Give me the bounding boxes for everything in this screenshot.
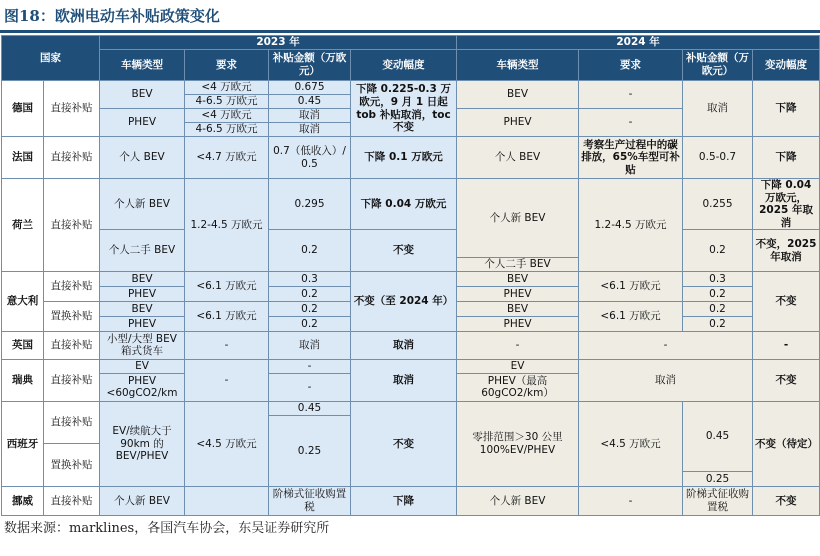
requirement-cell: <6.1 万欧元 — [185, 271, 269, 301]
requirement-cell: 1.2-4.5 万欧元 — [185, 179, 269, 272]
table-row — [2, 486, 820, 515]
requirement-cell: <4 万欧元 — [185, 109, 269, 123]
header-change-2023: 变动幅度 — [351, 50, 457, 81]
change-cell: 下降 — [351, 486, 457, 515]
table-row — [2, 331, 820, 359]
subsidy-amount-cell: 0.25 — [683, 471, 753, 486]
subsidy-amount-cell: 阶梯式征收购置税 — [683, 486, 753, 515]
vehicle-type-cell: PHEV — [457, 316, 579, 331]
vehicle-type-cell: 零排范围＞30 公里 100%EV/PHEV — [457, 401, 579, 486]
change-cell: 不变（至 2024 年） — [351, 271, 457, 331]
requirement-cell: <6.1 万欧元 — [579, 301, 683, 331]
header-row-years — [2, 36, 820, 50]
table-row — [2, 271, 820, 286]
vehicle-type-cell: EV — [100, 359, 185, 373]
subsidy-amount-cell: 0.2 — [683, 301, 753, 316]
vehicle-type-cell: BEV — [100, 301, 185, 316]
requirement-cell: <4.5 万欧元 — [185, 401, 269, 486]
table-row — [2, 230, 820, 258]
header-subsidy-2023: 补贴金额（万欧元） — [269, 50, 351, 81]
country-cell: 瑞典 — [2, 359, 44, 401]
vehicle-type-cell: PHEV <60gCO2/km — [100, 373, 185, 401]
requirement-cell — [185, 486, 269, 515]
subsidy-amount-cell: 取消 — [683, 81, 753, 137]
subsidy-policy-table — [1, 35, 820, 516]
requirement-cell: 考察生产过程中的碳排放，65%车型可补贴 — [579, 137, 683, 179]
subsidy-amount-cell: 0.2 — [683, 286, 753, 301]
table-row — [2, 401, 820, 415]
requirement-cell: - — [185, 331, 269, 359]
subsidy-amount-cell: 取消 — [269, 331, 351, 359]
change-cell: 不变（待定） — [753, 401, 820, 486]
vehicle-type-cell: PHEV — [100, 109, 185, 137]
table-row — [2, 137, 820, 179]
header-year-2024: 2024 年 — [457, 36, 820, 50]
figure-title: 图18：欧洲电动车补贴政策变化 — [4, 7, 220, 25]
subsidy-amount-cell: - — [269, 373, 351, 401]
change-cell: 不变 — [753, 271, 820, 331]
requirement-cell: <4.5 万欧元 — [579, 401, 683, 486]
subsidy-amount-cell: 0.45 — [269, 95, 351, 109]
country-cell: 西班牙 — [2, 401, 44, 486]
header-change-2024: 变动幅度 — [753, 50, 820, 81]
vehicle-type-cell: BEV — [100, 81, 185, 109]
change-cell: 不变 — [351, 401, 457, 486]
subsidy-amount-cell: 0.3 — [683, 271, 753, 286]
requirement-cell: 4-6.5 万欧元 — [185, 123, 269, 137]
subsidy-amount-cell: 取消 — [579, 359, 753, 401]
subsidy-type-cell: 直接补贴 — [44, 81, 100, 137]
header-row-columns — [2, 50, 820, 65]
subsidy-type-cell: 置换补贴 — [44, 443, 100, 486]
subsidy-amount-cell: 0.2 — [269, 301, 351, 316]
vehicle-type-cell: PHEV — [457, 109, 579, 137]
change-cell: 取消 — [351, 359, 457, 401]
vehicle-type-cell: 个人新 BEV — [100, 179, 185, 230]
table-row — [2, 179, 820, 230]
subsidy-type-cell: 直接补贴 — [44, 486, 100, 515]
header-requirement-2024: 要求 — [579, 50, 683, 81]
change-cell: 取消 — [351, 331, 457, 359]
country-cell: 德国 — [2, 81, 44, 137]
subsidy-amount-cell: 0.2 — [269, 230, 351, 272]
requirement-cell: - — [579, 331, 753, 359]
table-row — [2, 81, 820, 95]
requirement-cell: <4.7 万欧元 — [185, 137, 269, 179]
vehicle-type-cell: 个人 BEV — [457, 137, 579, 179]
requirement-cell: - — [579, 81, 683, 109]
subsidy-amount-cell: 0.255 — [683, 179, 753, 230]
header-year-2023: 2023 年 — [100, 36, 457, 50]
country-cell: 法国 — [2, 137, 44, 179]
subsidy-amount-cell: 0.3 — [269, 271, 351, 286]
vehicle-type-cell: EV/续航大于 90km 的 BEV/PHEV — [100, 401, 185, 486]
change-cell: - — [753, 331, 820, 359]
requirement-cell: - — [579, 109, 683, 137]
subsidy-amount-cell: 0.7（低收入）/ 0.5 — [269, 137, 351, 179]
subsidy-amount-cell: 0.675 — [269, 81, 351, 95]
subsidy-amount-cell: - — [269, 359, 351, 373]
country-cell: 挪威 — [2, 486, 44, 515]
subsidy-type-cell: 直接补贴 — [44, 271, 100, 301]
country-cell: 英国 — [2, 331, 44, 359]
subsidy-amount-cell: 阶梯式征收购置税 — [269, 486, 351, 515]
vehicle-type-cell: 个人二手 BEV — [100, 230, 185, 272]
subsidy-amount-cell: 0.45 — [683, 401, 753, 471]
subsidy-amount-cell: 取消 — [269, 109, 351, 123]
vehicle-type-cell: 小型/大型 BEV 箱式货车 — [100, 331, 185, 359]
vehicle-type-cell: BEV — [457, 301, 579, 316]
change-cell: 下降 — [753, 81, 820, 137]
subsidy-type-cell: 直接补贴 — [44, 359, 100, 401]
source-note: 数据来源：marklines，各国汽车协会，东吴证券研究所 — [4, 521, 330, 536]
subsidy-amount-cell: 0.25 — [269, 415, 351, 486]
subsidy-amount-cell: 取消 — [269, 123, 351, 137]
vehicle-type-cell: - — [457, 331, 579, 359]
change-cell: 不变 — [753, 359, 820, 401]
requirement-cell: 4-6.5 万欧元 — [185, 95, 269, 109]
subsidy-type-cell: 直接补贴 — [44, 331, 100, 359]
table-row — [2, 359, 820, 373]
change-cell: 不变 — [753, 486, 820, 515]
subsidy-amount-cell: 0.2 — [683, 230, 753, 272]
vehicle-type-cell: 个人新 BEV — [457, 179, 579, 258]
header-subsidy-2024: 补贴金额（万欧元） — [683, 50, 753, 81]
header-requirement-2023: 要求 — [185, 50, 269, 81]
change-cell: 下降 — [753, 137, 820, 179]
vehicle-type-cell: 个人 BEV — [100, 137, 185, 179]
change-cell: 不变 — [351, 230, 457, 272]
vehicle-type-cell: BEV — [457, 271, 579, 286]
requirement-cell: 1.2-4.5 万欧元 — [579, 179, 683, 272]
change-cell: 下降 0.04 万欧元 — [351, 179, 457, 230]
change-cell: 下降 0.1 万欧元 — [351, 137, 457, 179]
subsidy-amount-cell: 0.45 — [269, 401, 351, 415]
change-cell: 下降 0.04 万欧元，2025 年取消 — [753, 179, 820, 230]
subsidy-amount-cell: 0.2 — [683, 316, 753, 331]
requirement-cell: <6.1 万欧元 — [185, 301, 269, 331]
requirement-cell: - — [579, 486, 683, 515]
vehicle-type-cell: PHEV — [100, 316, 185, 331]
vehicle-type-cell: PHEV（最高 60gCO2/km） — [457, 373, 579, 401]
requirement-cell: <4 万欧元 — [185, 81, 269, 95]
header-country: 国家 — [2, 36, 100, 81]
country-cell: 意大利 — [2, 271, 44, 331]
subsidy-type-cell: 直接补贴 — [44, 401, 100, 443]
subsidy-type-cell: 直接补贴 — [44, 137, 100, 179]
vehicle-type-cell: PHEV — [100, 286, 185, 301]
vehicle-type-cell: EV — [457, 359, 579, 373]
vehicle-type-cell: 个人新 BEV — [100, 486, 185, 515]
subsidy-amount-cell: 0.2 — [269, 286, 351, 301]
subsidy-amount-cell: 0.5-0.7 — [683, 137, 753, 179]
requirement-cell: <6.1 万欧元 — [579, 271, 683, 301]
header-vehicle-type-2024: 车辆类型 — [457, 50, 579, 81]
change-cell: 不变，2025 年取消 — [753, 230, 820, 272]
vehicle-type-cell: 个人新 BEV — [457, 486, 579, 515]
change-cell: 下降 0.225-0.3 万欧元，9 月 1 日起 tob 补贴取消，toc 不变 — [351, 81, 457, 137]
vehicle-type-cell: BEV — [100, 271, 185, 286]
subsidy-type-cell: 置换补贴 — [44, 301, 100, 331]
vehicle-type-cell: BEV — [457, 81, 579, 109]
requirement-cell: - — [185, 359, 269, 401]
header-vehicle-type-2023: 车辆类型 — [100, 50, 185, 81]
subsidy-type-cell: 直接补贴 — [44, 179, 100, 272]
title-divider — [0, 30, 820, 33]
country-cell: 荷兰 — [2, 179, 44, 272]
subsidy-amount-cell: 0.2 — [269, 316, 351, 331]
vehicle-type-cell: 个人二手 BEV — [457, 258, 579, 272]
vehicle-type-cell: PHEV — [457, 286, 579, 301]
subsidy-amount-cell: 0.295 — [269, 179, 351, 230]
